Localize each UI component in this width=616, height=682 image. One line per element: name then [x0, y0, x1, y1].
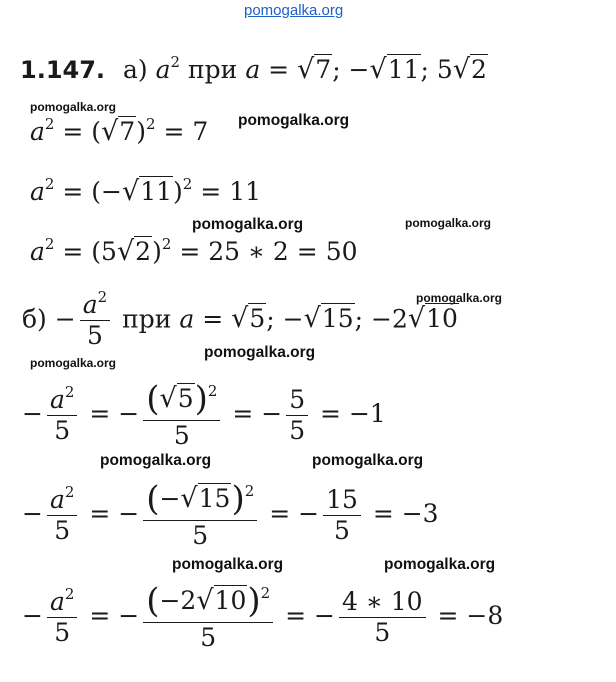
watermark: pomogalka.org	[100, 452, 212, 469]
result-a3: 50	[325, 237, 358, 266]
watermark: pomogalka.org	[192, 216, 304, 233]
watermark-top: pomogalka.org	[244, 2, 344, 19]
result-a1: 7	[192, 117, 209, 146]
equation-b2: − $\frac{a^2}{5}$ = − $\frac{(-√15)^2}{5}$ = − $\frac{15}{5}$ = −3	[22, 479, 439, 550]
part-b-label: б)	[22, 304, 47, 334]
result-a2: 11	[229, 177, 261, 206]
problem-number: 1.147.	[20, 56, 106, 84]
watermark: pomogalka.org	[312, 452, 424, 469]
watermark: pomogalka.org	[384, 556, 496, 573]
watermark: pomogalka.org	[204, 344, 316, 361]
equation-a2: $a^2 = (-√11)^2 = 11$	[30, 175, 261, 207]
equation-b1: − $\frac{a^2}{5}$ = − $\frac{(√5)^2}{5}$ = − $\frac{5}{5}$ = −1	[22, 379, 386, 450]
watermark: pomogalka.org	[238, 112, 350, 129]
result-b1: −1	[348, 398, 386, 428]
part-a-label: а)	[122, 55, 148, 84]
watermark: pomogalka.org	[172, 556, 284, 573]
equation-a1: $a^2 = (√7)^2 = 7$	[30, 115, 209, 147]
watermark: pomogalka.org	[416, 291, 503, 305]
problem-heading: 1.147. а) $a^2$ при a = √7; −√11; 5√2	[20, 53, 487, 85]
part-a-word: при	[188, 55, 238, 84]
equation-a3: $a^2 = (5√2)^2 = 25$ ∗ 2 = 50	[30, 235, 358, 267]
part-b-word: при	[122, 304, 172, 334]
watermark: pomogalka.org	[30, 100, 117, 114]
watermark: pomogalka.org	[30, 356, 117, 370]
result-b2: −3	[401, 498, 439, 528]
result-b3: −8	[466, 600, 504, 630]
equation-b3: − $\frac{a^2}{5}$ = − $\frac{(-2√10)^2}{5}$ = − $\frac{4 ∗ 10}{5}$ = −8	[22, 581, 504, 652]
watermark: pomogalka.org	[405, 216, 492, 230]
part-b-heading: б) − $\frac{a^2}{5}$ при a = √5; −√15; −2√10	[22, 288, 458, 351]
